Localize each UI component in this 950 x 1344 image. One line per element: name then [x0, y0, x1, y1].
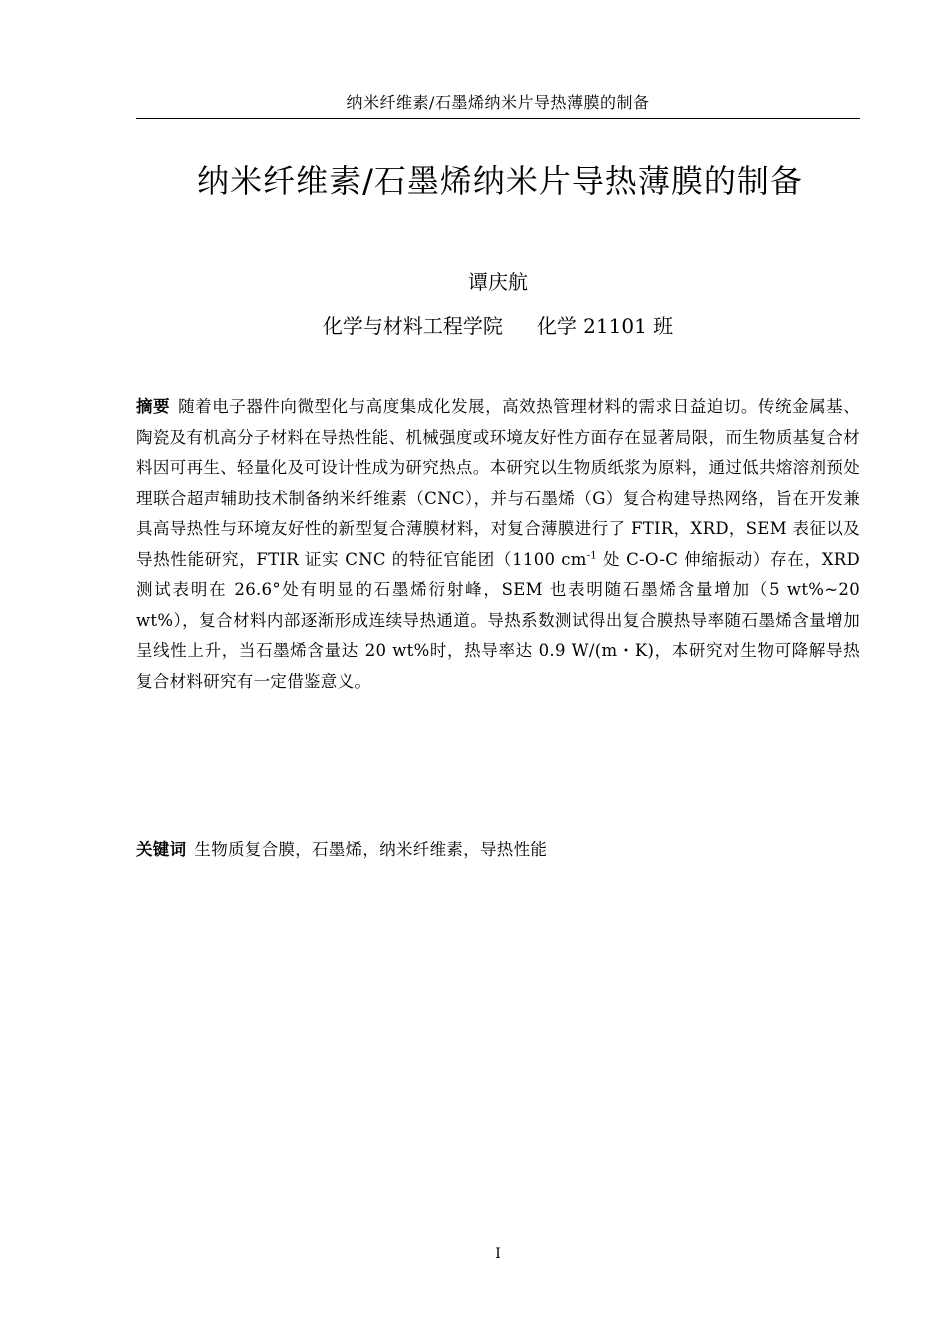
- keywords-label: 关键词: [136, 840, 187, 859]
- paper-title: 纳米纤维素/石墨烯纳米片导热薄膜的制备: [197, 162, 803, 201]
- keywords-text: 生物质复合膜，石墨烯，纳米纤维素，导热性能: [194, 840, 548, 859]
- author-name: 谭庆航: [468, 270, 528, 294]
- affiliation-school: 化学与材料工程学院: [322, 314, 503, 338]
- abstract-text-part2: 处 C-O-C 伸缩振动）存在，XRD 测试表明在 26.6°处有明显的石墨烯衍射峰，SEM 也表明随石墨烯含量增加（5 wt%~20 wt%），复合材料内部逐渐形成连续导热通道。导热系数测试得出复合膜热导率随石墨烯含量增加呈线性上升，当石墨烯含量达 20 wt%时，热导率达 0.9 W/(m・K)，本研究对生物可降解导热复合材料研究有一定借鉴意义。: [136, 549, 860, 691]
- header-divider: [136, 118, 860, 119]
- page-number: I: [495, 1246, 501, 1262]
- running-header: 纳米纤维素/石墨烯纳米片导热薄膜的制备: [346, 93, 650, 112]
- abstract-label: 摘要: [136, 397, 171, 416]
- abstract-text-part1: 随着电子器件向微型化与高度集成化发展，高效热管理材料的需求日益迫切。传统金属基、陶瓷及有机高分子材料在导热性能、机械强度或环境友好性方面存在显著局限，而生物质基复合材料因可再生、轻量化及可设计性成为研究热点。本研究以生物质纸浆为原料，通过低共熔溶剂预处理联合超声辅助技术制备纳米纤维素（CNC），并与石墨烯（G）复合构建导热网络，旨在开发兼具高导热性与环境友好性的新型复合薄膜材料，对复合薄膜进行了 FTIR，XRD，SEM 表征以及导热性能研究，FTIR 证实 CNC 的特征官能团（1100 cm: [136, 397, 860, 569]
- affiliation: [136, 312, 860, 340]
- keywords-line: [136, 835, 860, 865]
- abstract-superscript: -1: [586, 550, 598, 561]
- abstract-paragraph: [136, 392, 860, 697]
- affiliation-class: 化学 21101 班: [536, 314, 674, 338]
